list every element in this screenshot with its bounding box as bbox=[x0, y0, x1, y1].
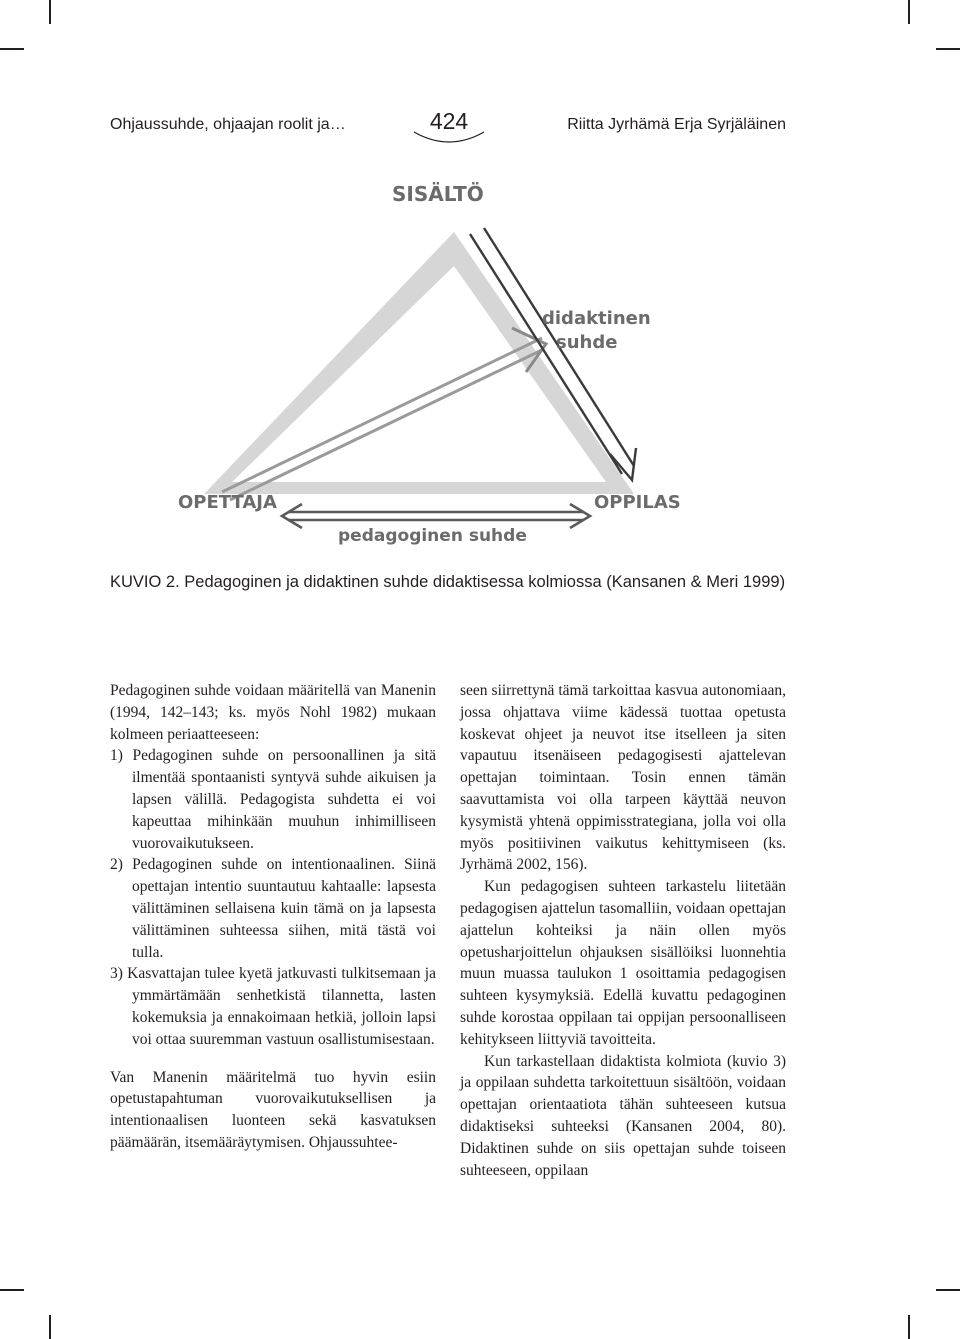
label-didactic-relation-2: suhde bbox=[556, 332, 618, 353]
page-number: 424 bbox=[429, 108, 469, 134]
crop-mark bbox=[49, 1315, 51, 1339]
pedagogic-relation-arrow bbox=[282, 504, 590, 528]
right-column bbox=[460, 680, 786, 1181]
crop-mark bbox=[49, 0, 51, 24]
figure-caption: KUVIO 2. Pedagoginen ja didaktinen suhde didaktisessa kolmiossa (Kansanen & Meri 1999) bbox=[110, 573, 786, 591]
crop-mark bbox=[936, 1289, 960, 1291]
page-number-arc bbox=[413, 130, 485, 146]
principle-item: 3) Kasvattajan tulee kyetä jatkuvasti tulkitsemaan ja ymmärtämään senhetkistä tilannetta, lasten kokemuksia ja ennakoimaan hetkiä, jolloin lapsi voi ottaa suuremman vastuun osallistumisestaan. bbox=[110, 965, 436, 1048]
left-closing-paragraph: Van Manenin määritelmä tuo hyvin esiin opetustapahtuman vuorovaikutuksellisen ja intentionaalisen luonteen sekä kasvatuksen päämäärän, itsemääräytymisen. Ohjaussuhtee- bbox=[110, 1068, 436, 1151]
crop-mark bbox=[0, 48, 24, 50]
principles-list bbox=[110, 745, 436, 1050]
right-paragraph-1: seen siirrettynä tämä tarkoittaa kasvua autonomiaan, jossa ohjattava viime kädessä tuottaa opetusta koskevat ohjeet ja neuvot itse itselleen ja siten vapautuu itsenäiseen pedagogisesti ajattelevan opettajan toimintaan. Tosin ennen tämän saavuttamista voi olla tarpeen käyttää neuvon kysymistä yhtenä oppimisstrategiana, jolla voi olla myös positiivinen vaikutus kehittymiseen (ks. Jyrhämä 2002, 156). bbox=[460, 682, 786, 874]
crop-mark bbox=[908, 0, 910, 24]
crop-mark bbox=[936, 48, 960, 50]
running-header bbox=[110, 108, 786, 152]
header-chapter-title: Ohjaussuhde, ohjaajan roolit ja… bbox=[110, 116, 346, 133]
didactic-triangle-figure bbox=[170, 178, 710, 556]
principle-item: 2) Pedagoginen suhde on intentionaalinen. Siinä opettajan intentio suuntautuu kahtaalle: lapsesta välittäminen sellaisena kuin tämä on ja lapsesta välittäminen suhteessa siihen, mitä tästä voi tulla. bbox=[110, 856, 436, 961]
crop-mark bbox=[0, 1289, 24, 1291]
left-column bbox=[110, 680, 436, 1154]
right-paragraph-3: Kun tarkastellaan didaktista kolmiota (kuvio 3) ja oppilaan suhdetta tarkoitettuun sisältöön, voidaan opettajan orientaatiota tähän suhteeseen kutsua didaktiseksi suhteeksi (Kansanen 2004, 80). Didaktinen suhde on siis opettajan suhde toiseen suhteeseen, oppilaan bbox=[460, 1052, 786, 1179]
left-intro: Pedagoginen suhde voidaan määritellä van Manenin (1994, 142–143; ks. myös Nohl 1982) mukaan kolmeen periaatteeseen: bbox=[110, 682, 436, 743]
label-content: SISÄLTÖ bbox=[392, 182, 484, 206]
principle-item: 1) Pedagoginen suhde on persoonallinen ja sitä ilmentää spontaanisti syntyvä suhde aikuisen ja lapsen välillä. Pedagogista suhdetta ei voi kapeuttaa mihinkään muuhun inhimilliseen vuorovaikutukseen. bbox=[110, 747, 436, 852]
header-authors: Riitta Jyrhämä Erja Syrjäläinen bbox=[567, 116, 786, 133]
label-teacher: OPETTAJA bbox=[178, 492, 277, 513]
right-paragraph-2: Kun pedagogisen suhteen tarkastelu liitetään pedagogisen ajattelun tasomalliin, voidaan opettajan ajattelun kohteiksi ja näin ollen myös opetusharjoittelun ohjauksen sisällöiksi luonnehtia muun muassa taulukon 1 osoittamia pedagogisen suhteen kysymyksiä. Edellä kuvattu pedagoginen suhde korostaa oppilaan tai oppijan persoonalliseen kehitykseen liittyviä tavoitteita. bbox=[460, 878, 786, 1048]
crop-mark bbox=[908, 1315, 910, 1339]
label-pedagogic-relation: pedagoginen suhde bbox=[338, 526, 527, 546]
label-didactic-relation-1: didaktinen bbox=[542, 308, 651, 329]
label-pupil: OPPILAS bbox=[594, 492, 681, 513]
